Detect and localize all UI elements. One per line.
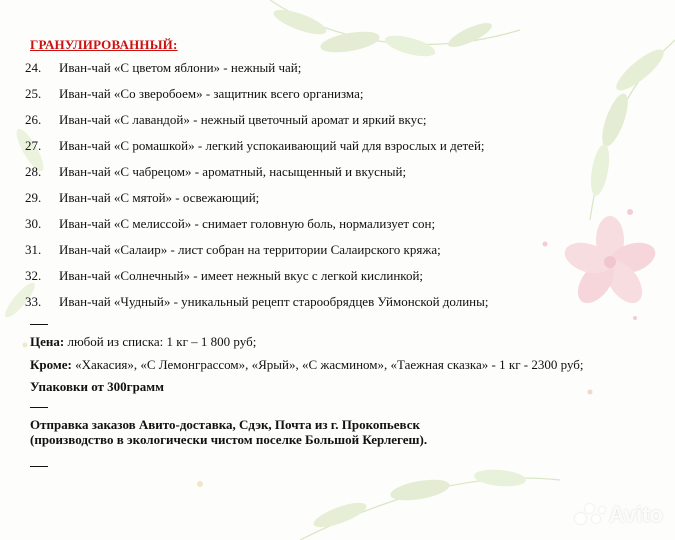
item-number: 30. (25, 216, 42, 231)
except-label: Кроме: (30, 357, 72, 372)
price-label: Цена: (30, 334, 65, 349)
item-text: Иван-чай «С цветом яблони» - нежный чай; (59, 60, 302, 75)
item-number: 33. (25, 294, 42, 309)
price-line (30, 333, 256, 350)
item-text: Иван-чай «Салаир» - лист собран на территории Салаирского кряжа; (59, 242, 441, 257)
except-text: «Хакасия», «С Лемонграссом», «Ярый», «С жасмином», «Таежная сказка» - 1 кг - 2300 руб; (71, 357, 584, 372)
avito-logo-icon (575, 504, 605, 526)
item-text: Иван-чай «С мелиссой» - снимает головную боль, нормализует сон; (59, 216, 436, 231)
packaging-line: Упаковки от 300грамм (30, 379, 165, 394)
list-item (25, 163, 489, 189)
item-text: Иван-чай «Солнечный» - имеет нежный вкус с легкой кислинкой; (59, 268, 424, 283)
item-text: Иван-чай «С лавандой» - нежный цветочный аромат и яркий вкус; (59, 112, 427, 127)
section-heading: ГРАНУЛИРОВАННЫЙ: (30, 37, 178, 52)
item-number: 28. (25, 164, 42, 179)
item-text: Иван-чай «Со зверобоем» - защитник всего организма; (59, 86, 364, 101)
tea-list (25, 59, 489, 319)
separator-dash (30, 324, 48, 325)
except-line (30, 356, 584, 373)
item-number: 31. (25, 242, 42, 257)
item-text: Иван-чай «С чабрецом» - ароматный, насыщенный и вкусный; (59, 164, 407, 179)
price-text: любой из списка: 1 кг – 1 800 руб; (64, 334, 257, 349)
separator-dash (30, 407, 48, 408)
list-item (25, 111, 489, 137)
item-number: 27. (25, 138, 42, 153)
avito-watermark (575, 502, 663, 528)
item-number: 25. (25, 86, 42, 101)
item-number: 32. (25, 268, 42, 283)
list-item (25, 137, 489, 163)
list-item (25, 59, 489, 85)
list-item (25, 241, 489, 267)
list-item (25, 189, 489, 215)
shipping-line-2: (производство в экологически чистом поселке Большой Керлегеш). (30, 432, 428, 447)
item-text: Иван-чай «Чудный» - уникальный рецепт старообрядцев Уймонской долины; (59, 294, 489, 309)
avito-watermark-text: Avito (608, 502, 663, 527)
item-number: 26. (25, 112, 42, 127)
shipping-line-1: Отправка заказов Авито-доставка, Сдэк, Почта из г. Прокопьевск (30, 417, 420, 432)
list-item (25, 293, 489, 319)
item-text: Иван-чай «С ромашкой» - легкий успокаивающий чай для взрослых и детей; (59, 138, 485, 153)
item-number: 24. (25, 60, 42, 75)
list-item (25, 267, 489, 293)
list-item (25, 215, 489, 241)
item-text: Иван-чай «С мятой» - освежающий; (59, 190, 260, 205)
item-number: 29. (25, 190, 42, 205)
separator-dash (30, 466, 48, 467)
list-item (25, 85, 489, 111)
